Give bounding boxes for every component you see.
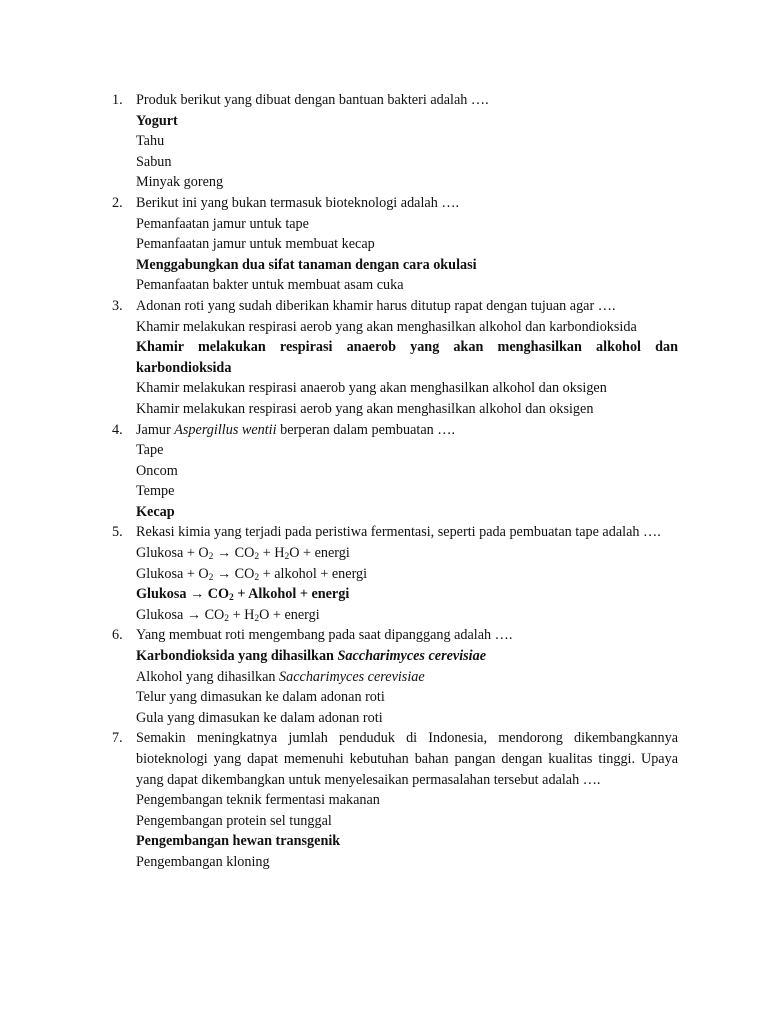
question-2 (104, 193, 678, 296)
question-number: 3. (112, 297, 123, 314)
question-5 (104, 522, 678, 625)
question-number: 6. (112, 627, 123, 644)
option: Minyak goreng (136, 174, 224, 191)
option: Pengembangan protein sel tunggal (136, 812, 332, 829)
species-name: Saccharimyces cerevisiae (279, 668, 425, 685)
option: Pemanfaatan bakter untuk membuat asam cuka (136, 277, 404, 294)
question-number: 4. (112, 421, 123, 438)
question-text: Adonan roti yang sudah diberikan khamir harus ditutup rapat dengan tujuan agar …. (136, 297, 616, 314)
option: Khamir melakukan respirasi anaerob yang akan menghasilkan alkohol dan oksigen (136, 380, 607, 397)
option-correct: Glukosa → $CO_2$ + Alkohol + energi (136, 586, 350, 604)
question-number: 1. (112, 92, 123, 108)
option-equation: Glukosa + $O_2 \to CO_2$ + alkohol + energi (136, 565, 368, 583)
option: Pemanfaatan jamur untuk tape (136, 215, 309, 232)
question-1 (104, 90, 678, 193)
question-text: Rekasi kimia yang terjadi pada peristiwa fermentasi, seperti pada pembuatan tape adalah …. (136, 524, 661, 541)
option: Khamir melakukan respirasi aerob yang akan menghasilkan alkohol dan oksigen (136, 400, 594, 417)
option: Pemanfaatan jamur untuk membuat kecap (136, 236, 375, 253)
question-number: 7. (112, 730, 123, 747)
question-text (136, 420, 678, 441)
question-text: Produk berikut yang dibuat dengan bantuan bakteri adalah …. (136, 92, 489, 108)
species-name: Aspergillus wentii (174, 421, 277, 438)
option: Pengembangan kloning (136, 853, 270, 870)
option-correct: Kecap (136, 503, 175, 520)
option-equation: Glukosa + $O_2 \to CO_2 + H_2O$ + energi (136, 545, 350, 563)
option: Tempe (136, 483, 175, 500)
option: Khamir melakukan respirasi aerob yang akan menghasilkan alkohol dan karbondioksida (136, 318, 637, 335)
question-number: 2. (112, 194, 123, 211)
option: Alkohol yang dihasilkan Saccharimyces cerevisiae (136, 668, 425, 685)
question-list (104, 90, 678, 873)
question-text: Semakin meningkatnya jumlah penduduk di Indonesia, mendorong dikembangkannya bioteknologi yang dapat memenuhi kebutuhan bahan pangan dengan kualitas tinggi. Upaya yang dapat dikembangkan untuk menyelesaikan permasalahan tersebut adalah …. (136, 730, 678, 788)
option: Telur yang dimasukan ke dalam adonan roti (136, 689, 385, 706)
option-correct: Karbondioksida yang dihasilkan Saccharimyces cerevisiae (136, 648, 487, 665)
option: Sabun (136, 153, 172, 170)
question-3 (104, 296, 678, 420)
option: Pengembangan teknik fermentasi makanan (136, 792, 380, 809)
option-correct: Pengembangan hewan transgenik (136, 833, 341, 850)
question-text-before: Jamur (136, 421, 175, 438)
question-4 (104, 420, 678, 523)
question-text-after: berperan dalam pembuatan …. (276, 421, 456, 438)
option: Gula yang dimasukan ke dalam adonan roti (136, 709, 383, 726)
question-number: 5. (112, 524, 123, 541)
question-text: Yang membuat roti mengembang pada saat dipanggang adalah …. (136, 627, 513, 644)
question-7 (104, 728, 678, 872)
option-correct: Yogurt (136, 112, 178, 129)
option: Tape (136, 442, 164, 459)
option-correct: Menggabungkan dua sifat tanaman dengan cara okulasi (136, 256, 477, 273)
option: Oncom (136, 462, 178, 479)
species-name: Saccharimyces cerevisiae (337, 648, 487, 665)
question-text: Berikut ini yang bukan termasuk bioteknologi adalah …. (136, 194, 460, 211)
option: Tahu (136, 133, 165, 150)
option-correct: Khamir melakukan respirasi anaerob yang akan menghasilkan alkohol dan karbondioksida (136, 339, 678, 376)
question-6 (104, 625, 678, 728)
option-equation: Glukosa → $CO_2 + H_2O$ + energi (136, 606, 320, 624)
